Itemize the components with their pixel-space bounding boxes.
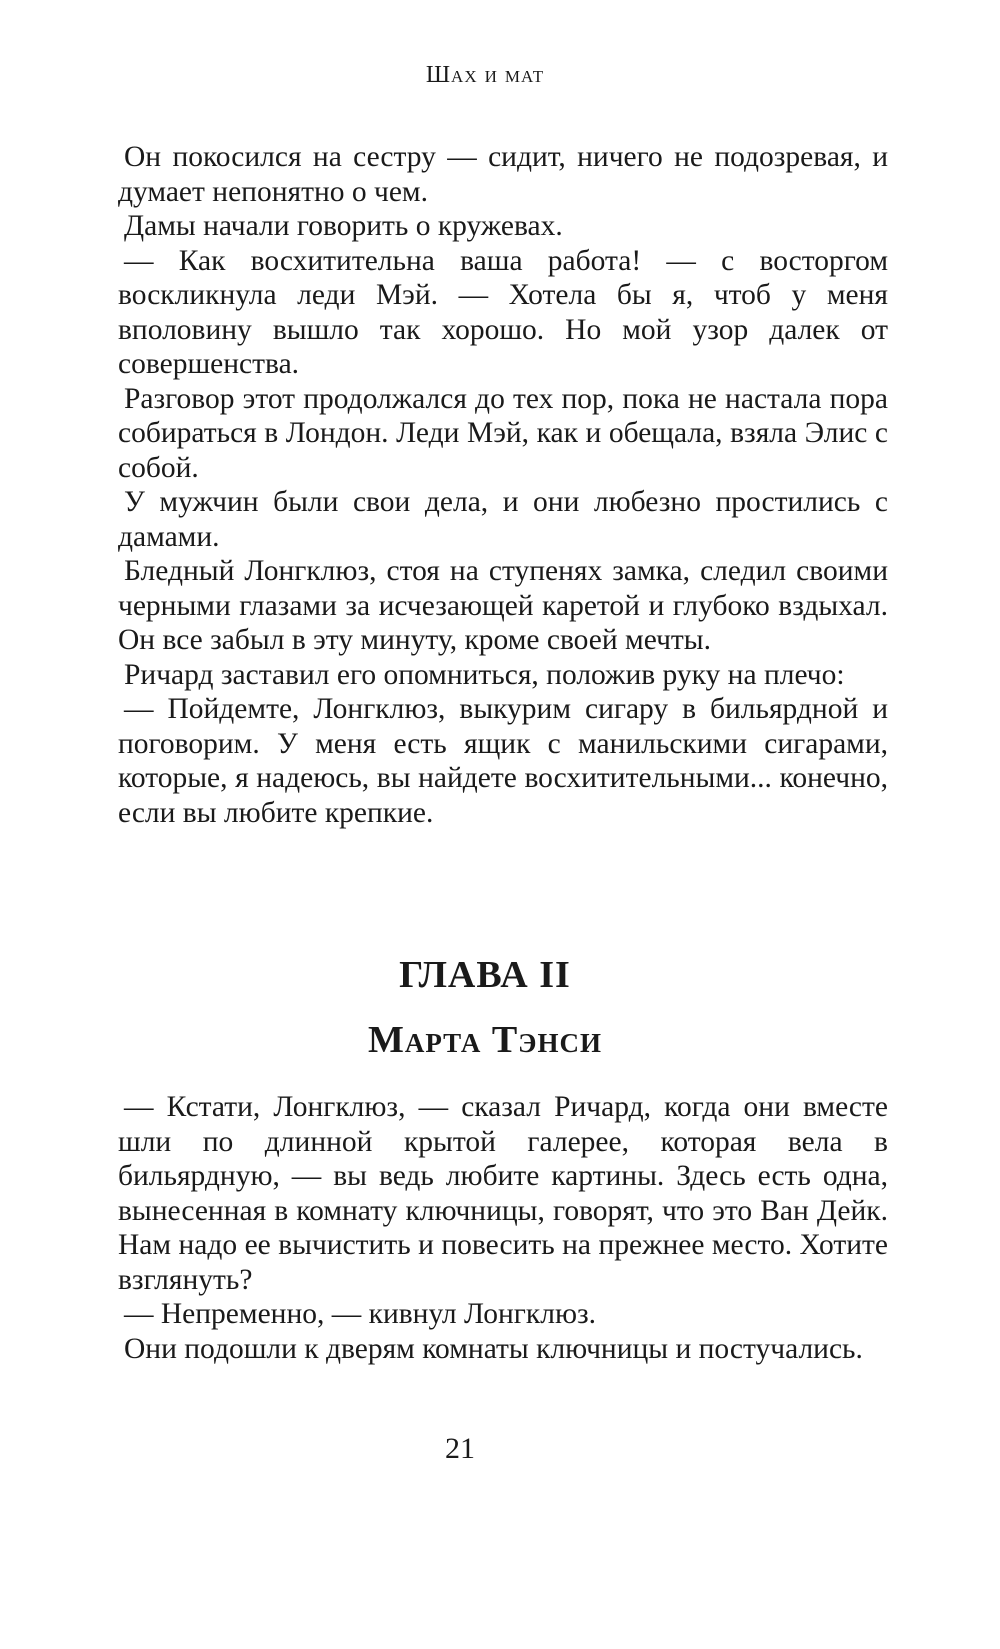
running-head: Шах и мат	[425, 62, 545, 88]
paragraph: Они подошли к дверям комнаты ключницы и постучались.	[124, 1332, 863, 1365]
paragraph: Ричард заставил его опомниться, положив руку на плечо:	[124, 658, 845, 691]
paragraph: — Кстати, Лонгклюз, — сказал Ричард, когда они вместе шли по длинной крытой галерее, которая вела в бильярдную, — вы ведь любите картины. Здесь есть одна, вынесенная в комнату ключницы, говорят, что это Ван Дейк. Нам надо ее вычистить и повесить на прежнее место. Хотите взглянуть?	[118, 1091, 888, 1296]
paragraph: — Непременно, — кивнул Лонгклюз.	[124, 1298, 597, 1330]
paragraph: — Как восхитительна ваша работа! — с восторгом воскликнула леди Мэй. — Хотела бы я, чтоб у меня вполовину вышло так хорошо. Но мой узор далек от совершенства.	[118, 244, 888, 380]
paragraph: Дамы начали говорить о кружевах.	[124, 210, 563, 242]
text-block-before-chapter	[118, 140, 888, 830]
paragraph: Он покосился на сестру — сидит, ничего не подозревая, и думает непонятно о чем.	[118, 141, 888, 208]
paragraph: Разговор этот продолжался до тех пор, пока не настала пора собираться в Лондон. Леди Мэй, как и обещала, взяла Элис с собой.	[118, 382, 888, 484]
chapter-number: ГЛАВА II	[399, 954, 571, 996]
text-block-after-chapter	[118, 1090, 888, 1366]
chapter-title: Марта Тэнси	[367, 1019, 602, 1061]
page-number: 21	[445, 1432, 475, 1465]
paragraph: Бледный Лонгклюз, стоя на ступенях замка, следил своими черными глазами за исчезающей каретой и глубоко вздыхал. Он все забыл в эту минуту, кроме своей мечты.	[118, 555, 888, 656]
paragraph: — Пойдемте, Лонгклюз, выкурим сигару в бильярдной и поговорим. У меня есть ящик с манильскими сигарами, которые, я надеюсь, вы найдете восхитительными... конечно, если вы любите крепкие.	[118, 693, 888, 829]
paragraph: У мужчин были свои дела, и они любезно простились с дамами.	[118, 486, 888, 553]
